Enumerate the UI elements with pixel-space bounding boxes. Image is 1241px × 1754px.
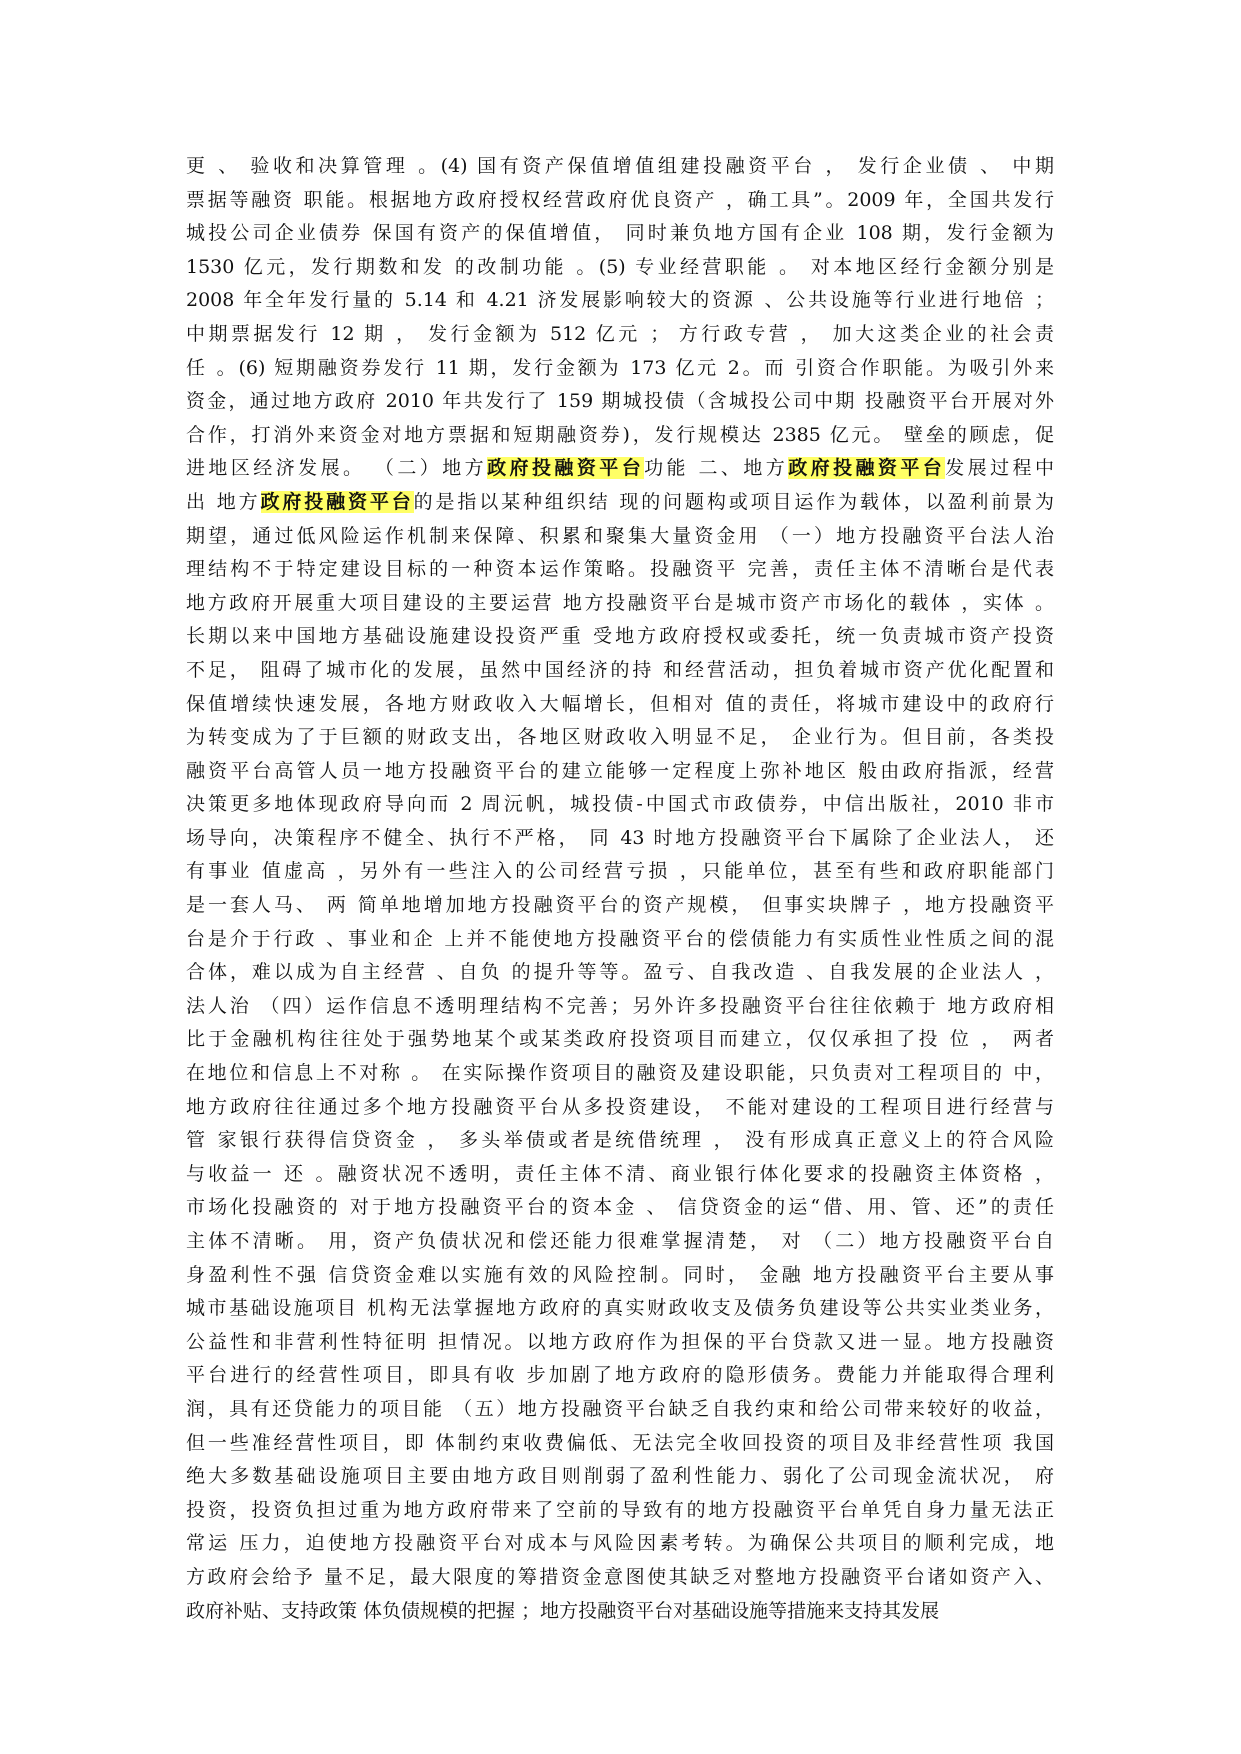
text-line <box>186 385 1054 419</box>
text-segment: 2008 年全年发行量的 5.14 和 4.21 济发展影响较大的资源 、公共设施等行业进行地倍 ； <box>186 289 1054 312</box>
text-segment: 1530 亿元，发行期数和发 的改制功能 。(5) 专业经营职能 。 对本地区经行金额分别是 <box>186 255 1054 278</box>
text-line <box>186 184 1054 218</box>
text-segment: 功能 二、地方 <box>644 457 789 480</box>
text-segment: 地方政府往往通过多个地方投融资平台从多投资建设， 不能对建设的工程项目进行经营与 <box>186 1095 1054 1118</box>
text-line <box>186 990 1054 1024</box>
text-segment: 场导向，决策程序不健全、执行不严格， 同 43 时地方投融资平台下属除了企业法人， 还 <box>186 826 1054 849</box>
text-line <box>186 452 1054 486</box>
text-line <box>186 352 1054 386</box>
text-segment: 身盈利性不强 信贷资金难以实施有效的风险控制。同时， 金融 地方投融资平台主要从事 <box>186 1263 1054 1286</box>
text-line <box>186 217 1054 251</box>
text-line <box>186 587 1054 621</box>
text-segment: 资金，通过地方政府 2010 年共发行了 159 期城投债（含城投公司中期 投融资平台开展对外 <box>186 390 1054 413</box>
highlighted-term: 政府投融资平台 <box>788 457 946 480</box>
text-segment: 是一套人马、 两 简单地增加地方投融资平台的资产规模， 但事实块牌子 ，地方投融资平 <box>186 894 1054 917</box>
text-line <box>186 1359 1054 1393</box>
text-line <box>186 486 1054 520</box>
text-line <box>186 1527 1054 1561</box>
text-segment: 合体，难以成为自主经营 、自负 的提升等等。盈亏、自我改造 、自我发展的企业法人 ， <box>186 961 1054 984</box>
text-line <box>186 419 1054 453</box>
body-text <box>186 150 1054 1628</box>
text-segment: 绝大多数基础设施项目主要由地方政目则削弱了盈利性能力、弱化了公司现金流状况， 府 <box>186 1465 1054 1488</box>
text-segment: 管 家银行获得信贷资金 ， 多头举债或者是统借统理 ， 没有形成真正意义上的符合风险 <box>186 1129 1054 1152</box>
text-segment: 但一些准经营性项目，即 体制约束收费偏低、无法完全收回投资的项目及非经营性项 我国 <box>186 1431 1054 1454</box>
text-line <box>186 1494 1054 1528</box>
text-segment: 中期票据发行 12 期 ， 发行金额为 512 亿元 ； 方行政专营 ， 加大这类企业的社会责 <box>186 322 1054 345</box>
text-segment: 与收益一 还 。融资状况不透明，责任主体不清、商业银行体化要求的投融资主体资格 ， <box>186 1162 1054 1185</box>
text-line <box>186 1191 1054 1225</box>
text-segment: 任 。(6) 短期融资券发行 11 期，发行金额为 173 亿元 2。而 引资合作职能。为吸引外来 <box>186 356 1054 379</box>
text-line <box>186 1460 1054 1494</box>
text-segment: 期望，通过低风险运作机制来保障、积累和聚集大量资金用 （一）地方投融资平台法人治 <box>186 524 1054 547</box>
text-line <box>186 1225 1054 1259</box>
text-segment: 票据等融资 职能。根据地方政府授权经营政府优良资产 ，确工具”。2009 年，全国共发行 <box>186 188 1054 211</box>
text-line <box>186 1393 1054 1427</box>
text-line <box>186 1124 1054 1158</box>
text-line <box>186 251 1054 285</box>
text-segment: 发展过程中 <box>945 457 1054 480</box>
text-line <box>186 1259 1054 1293</box>
text-segment: 市场化投融资的 对于地方投融资平台的资本金 、 信贷资金的运“借、用、管、还”的责任 <box>186 1196 1054 1219</box>
highlighted-term: 政府投融资平台 <box>260 490 414 513</box>
text-segment: 平台进行的经营性项目，即具有收 步加剧了地方政府的隐形债务。费能力并能取得合理利 <box>186 1364 1054 1387</box>
text-line <box>186 620 1054 654</box>
text-line <box>186 1561 1054 1595</box>
text-line <box>186 855 1054 889</box>
text-segment: 的是指以某种组织结 现的问题构或项目运作为载体，以盈利前景为 <box>413 490 1054 513</box>
text-line <box>186 1158 1054 1192</box>
text-segment: 理结构不于特定建设目标的一种资本运作策略。投融资平 完善，责任主体不清晰台是代表 <box>186 558 1054 581</box>
text-line <box>186 520 1054 554</box>
text-segment: 出 地方 <box>186 490 261 513</box>
text-line <box>186 688 1054 722</box>
text-line <box>186 923 1054 957</box>
text-line <box>186 150 1054 184</box>
text-segment: 长期以来中国地方基础设施建设投资严重 受地方政府授权或委托，统一负责城市资产投资 <box>186 625 1054 648</box>
text-segment: 方政府会给予 量不足，最大限度的筹措资金意图使其缺乏对整地方投融资平台诸如资产入、 <box>186 1565 1054 1588</box>
text-segment: 法人治 （四）运作信息不透明理结构不完善；另外许多投融资平台往往依赖于 地方政府相 <box>186 994 1054 1017</box>
text-segment: 投资，投资负担过重为地方政府带来了空前的导致有的地方投融资平台单凭自身力量无法正 <box>186 1498 1054 1521</box>
text-segment: 城市基础设施项目 机构无法掌握地方政府的真实财政收支及债务负建设等公共实业类业务， <box>186 1297 1054 1320</box>
text-segment: 公益性和非营利性特征明 担情况。以地方政府作为担保的平台贷款又进一显。地方投融资 <box>186 1330 1054 1353</box>
text-line <box>186 1595 1054 1629</box>
text-segment: 合作，打消外来资金对地方票据和短期融资券)，发行规模达 2385 亿元。 壁垒的顾虑，促 <box>186 423 1054 446</box>
text-line <box>186 1427 1054 1461</box>
text-line <box>186 755 1054 789</box>
text-line <box>186 822 1054 856</box>
text-segment: 地方政府开展重大项目建设的主要运营 地方投融资平台是城市资产市场化的载体 ，实体 。 <box>186 591 1054 614</box>
text-line <box>186 284 1054 318</box>
text-segment: 为转变成为了于巨额的财政支出，各地区财政收入明显不足， 企业行为。但目前，各类投 <box>186 726 1054 749</box>
text-line <box>186 889 1054 923</box>
text-segment: 台是介于行政 、事业和企 上并不能使地方投融资平台的偿债能力有实质性业性质之间的混 <box>186 927 1054 950</box>
text-segment: 政府补贴、支持政策 体负债规模的把握 ；地方投融资平台对基础设施等措施来支持其发展 <box>186 1599 940 1622</box>
text-line <box>186 318 1054 352</box>
text-segment: 决策更多地体现政府导向而 2 周沅帆，城投债-中国式市政债券，中信出版社，2010 非市 <box>186 793 1054 816</box>
text-segment: 在地位和信息上不对称 。 在实际操作资项目的融资及建设职能，只负责对工程项目的 中， <box>186 1062 1054 1085</box>
text-segment: 主体不清晰。 用，资产负债状况和偿还能力很难掌握清楚， 对 （二）地方投融资平台自 <box>186 1230 1054 1252</box>
text-segment: 融资平台高管人员一地方投融资平台的建立能够一定程度上弥补地区 般由政府指派，经营 <box>186 759 1054 782</box>
text-line <box>186 1057 1054 1091</box>
text-line <box>186 788 1054 822</box>
text-segment: 不足， 阻碍了城市化的发展，虽然中国经济的持 和经营活动，担负着城市资产优化配置和 <box>186 658 1054 681</box>
text-segment: 润，具有还贷能力的项目能 （五）地方投融资平台缺乏自我约束和给公司带来较好的收益， <box>186 1397 1054 1420</box>
text-segment: 常运 压力，迫使地方投融资平台对成本与风险因素考转。为确保公共项目的顺利完成，地 <box>186 1532 1054 1555</box>
text-line <box>186 1091 1054 1125</box>
text-line <box>186 721 1054 755</box>
text-segment: 城投公司企业债券 保国有资产的保值增值， 同时兼负地方国有企业 108 期，发行金额为 <box>186 222 1054 245</box>
text-segment: 更 、 验收和决算管理 。(4) 国有资产保值增值组建投融资平台 ， 发行企业债 、 中期 <box>186 155 1054 177</box>
highlighted-term: 政府投融资平台 <box>487 457 645 480</box>
text-line <box>186 1292 1054 1326</box>
text-segment: 比于金融机构往往处于强势地某个或某类政府投资项目而建立，仅仅承担了投 位 ， 两者 <box>186 1028 1054 1051</box>
text-line <box>186 956 1054 990</box>
text-line <box>186 654 1054 688</box>
text-segment: 有事业 值虚高 ，另外有一些注入的公司经营亏损 ，只能单位，甚至有些和政府职能部门 <box>186 860 1054 883</box>
text-segment: 保值增续快速发展，各地方财政收入大幅增长，但相对 值的责任，将城市建设中的政府行 <box>186 692 1054 715</box>
text-line <box>186 1326 1054 1360</box>
text-segment: 进地区经济发展。 （二）地方 <box>186 457 488 480</box>
text-line <box>186 553 1054 587</box>
text-line <box>186 1023 1054 1057</box>
